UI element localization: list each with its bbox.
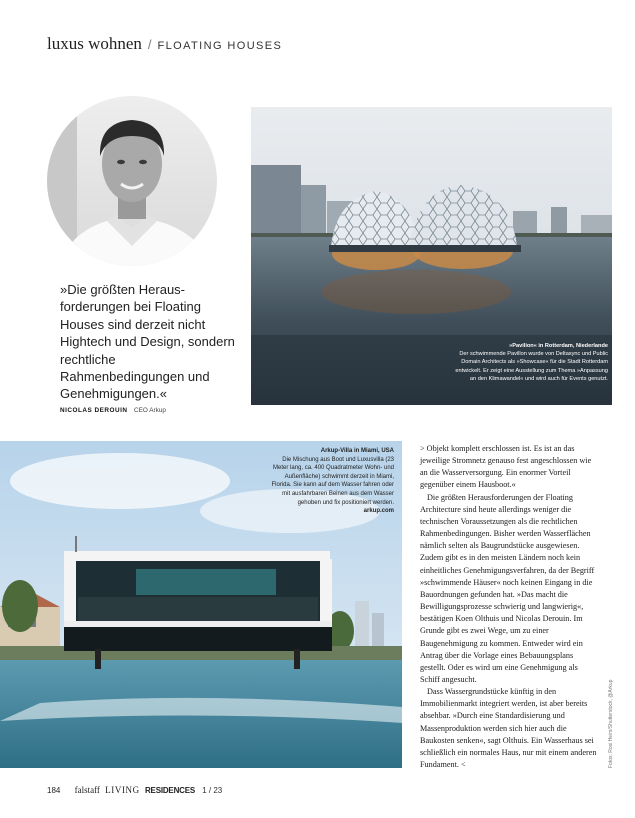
rotterdam-caption	[448, 342, 608, 383]
section-topic: FLOATING HOUSES	[157, 40, 283, 52]
section-separator: /	[147, 37, 152, 52]
arkup-caption-title: Arkup-Villa in Miami, USA	[320, 448, 394, 454]
arkup-caption-text: Die Mischung aus Boot und Luxusvilla (23 Meter lang, ca. 400 Quadratmeter Wohn- und Außenfläche) schwimmt derzeit in Miami, Florida. Sie kann auf dem Wasser fahren oder mit ausfahrbaren Beinen aus dem Wasser gehoben und fix positioniert werden.	[271, 456, 394, 506]
quote-author-role: CEO Arkup	[133, 407, 166, 414]
quote-byline	[60, 399, 166, 417]
footer-living: LIVING	[105, 785, 140, 795]
section-header	[47, 34, 282, 54]
issue-number: 1 / 23	[202, 786, 223, 795]
article-body	[420, 443, 598, 771]
rotterdam-caption-text: Der schwimmende Pavillon wurde von Deltasync und Public Domain Architects als »Showcase« für die Stadt Rotterdam entwickelt. Er zeigt eine Ausstellung zum Thema »Anpassung an den Klimawandel« und wird auch für Events genutzt.	[455, 351, 608, 382]
body-paragraph-2: Die größten Herausforderungen der Floating Architecture sind heute allerdings weniger die technischen Voraussetzungen als die rechtlichen Rahmenbedingungen. Bisher werden Wasserflächen nämlich selten als Baugrundstücke ausgewiesen. Zudem gibt es in den meisten Ländern noch kein einheitliches Genehmigungsverfahren, da der Begriff »schwimmende Häuser« noch keinen Eingang in die Bauordnungen gefunden hat. »Das macht die Bewilligungsprozesse schwierig und langwierig«, bestätigen Koen Olthuis und Nicolas Derouin. Im Grunde gibt es zwei Wege, um zu einer Baugenehmigung zu kommen. Entweder wird ein Antrag über die Vorlage eines Bebauungsplans gestellt. Oder es wird um eine Genehmigung als Schiff angesucht.	[420, 492, 595, 684]
pull-quote: »Die größten Herausforderungen bei Floating Houses sind derzeit nicht Hightech und Design, sondern rechtliche Rahmenbedingungen und Genehmigungen.«	[60, 282, 235, 402]
body-paragraph-3	[420, 686, 598, 771]
footer-residences: RESIDENCES	[144, 786, 195, 795]
body-paragraph-3-text: Dass Wassergrundstücke künftig in den Immobilienmarkt integriert werden, ist aber bereits absehbar. »Durch eine Standardisierung und Massenproduktion werden sich hier auch die Baukosten senken«, sagt Olthuis. Ein Wasserhaus sei schließlich ein normales Haus, nur mit einem anderen Fundament.	[420, 687, 597, 770]
section-name: luxus wohnen	[47, 34, 142, 53]
arkup-caption	[268, 447, 394, 516]
article-end-mark: <	[460, 760, 466, 770]
page-footer	[47, 785, 222, 795]
arkup-link[interactable]: arkup.com	[363, 508, 394, 515]
portrait-photo	[37, 96, 227, 266]
photo-credit: Fotos: Rosi Heim/Shutterstock, @Arkup	[608, 679, 614, 768]
rotterdam-caption-title: »Pavilion« in Rotterdam, Niederlande	[509, 343, 608, 349]
quote-author: NICOLAS DEROUIN	[60, 407, 128, 414]
page-number: 184	[47, 786, 61, 795]
footer-falstaff: falstaff	[74, 785, 100, 795]
body-paragraph-1: > Objekt komplett erschlossen ist. Es ist an das jeweilige Stromnetz genauso fest angeschlossen wie an die Wasserversorgung. Ein enormer Vorteil gegenüber einem Hausboot.«	[420, 444, 592, 490]
